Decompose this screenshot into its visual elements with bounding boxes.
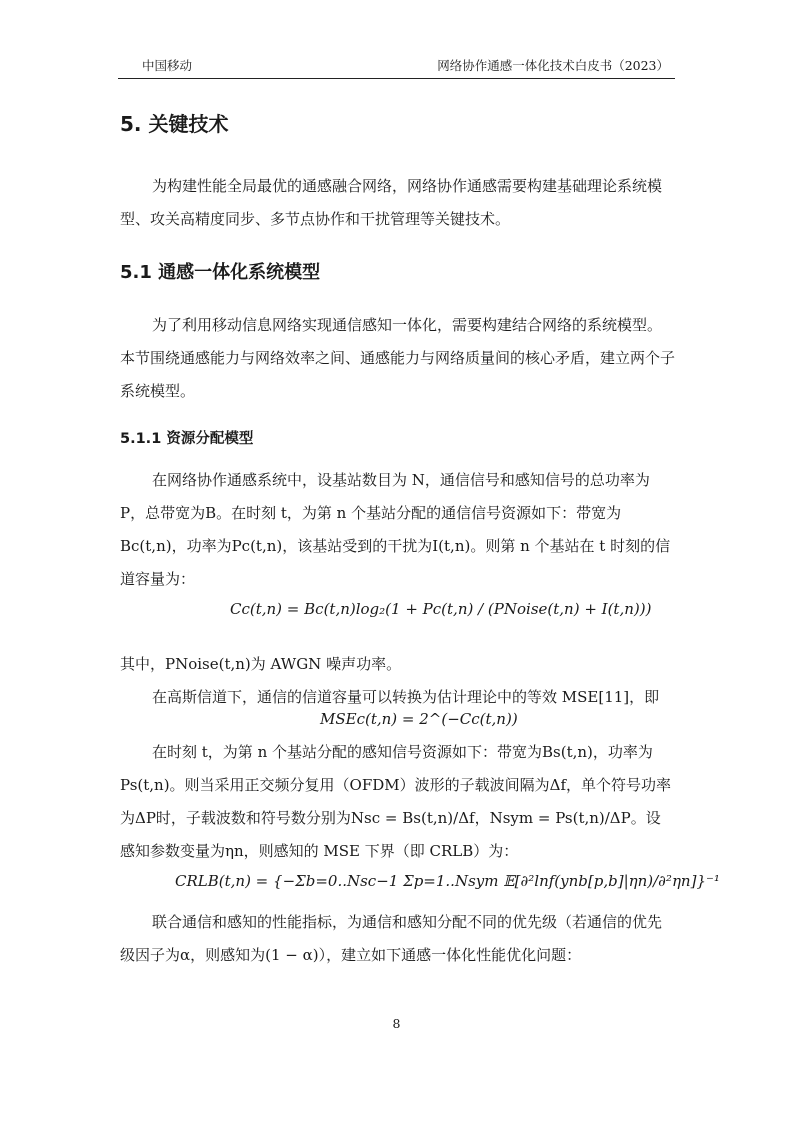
channel-capacity-equation: Cc(t,n) = Bc(t,n)log₂(1 + Pc(t,n) / (PNoise(t,n) + I(t,n))) [230, 600, 652, 618]
gaussian-channel-paragraph: 在高斯信道下，通信的信道容量可以转换为估计理论中的等效 MSE[11]，即 [152, 688, 660, 706]
header-organization: 中国移动 [142, 58, 193, 73]
section-intro-paragraph: 为构建性能全局最优的通感融合网络，网络协作通感需要构建基础理论系统模型、攻关高精度同步、多节点协作和干扰管理等关键技术。 [120, 177, 663, 228]
sensing-resource-paragraph: 在时刻 t，为第 n 个基站分配的感知信号资源如下：带宽为Bs(t,n)，功率为Ps(t,n)。则当采用正交频分复用（OFDM）波形的子载波间隔为Δf，单个符号功率为ΔP时，子载波数和符号数分别为Nsc = Bs(t,n)/Δf，Nsym = Ps(t,n)/ΔP。设感知参数变量为ηn，则感知的 MSE 下界（即 CRLB）为： [120, 743, 672, 860]
section-heading: 5. 关键技术 [120, 112, 229, 136]
subsection-heading: 5.1 通感一体化系统模型 [120, 262, 321, 283]
crlb-equation: CRLB(t,n) = {−Σb=0..Nsc−1 Σp=1..Nsym 𝔼[∂²lnf(ynb[p,b]|ηn)/∂²ηn]}⁻¹ [175, 872, 720, 890]
page-number: 8 [392, 1016, 401, 1031]
resource-model-paragraph: 在网络协作通感系统中，设基站数目为 N，通信信号和感知信号的总功率为 P，总带宽为B。在时刻 t，为第 n 个基站分配的通信信号资源如下：带宽为Bc(t,n)，功率为Pc(t,n)，该基站受到的干扰为I(t,n)。则第 n 个基站在 t 时刻的信道容量为： [120, 471, 671, 588]
noise-definition-paragraph: 其中，PNoise(t,n)为 AWGN 噪声功率。 [120, 655, 402, 673]
mse-equation: MSEc(t,n) = 2^(−Cc(t,n)) [320, 710, 518, 728]
page-header [118, 52, 675, 79]
joint-optimization-paragraph: 联合通信和感知的性能指标，为通信和感知分配不同的优先级（若通信的优先级因子为α，则感知为(1 − α)），建立如下通感一体化性能优化问题： [120, 913, 663, 964]
header-document-title: 网络协作通感一体化技术白皮书（2023） [437, 58, 669, 73]
subsection-intro-paragraph: 为了利用移动信息网络实现通信感知一体化，需要构建结合网络的系统模型。本节围绕通感能力与网络效率之间、通感能力与网络质量间的核心矛盾，建立两个子系统模型。 [120, 316, 676, 400]
subsubsection-heading: 5.1.1 资源分配模型 [120, 431, 254, 447]
